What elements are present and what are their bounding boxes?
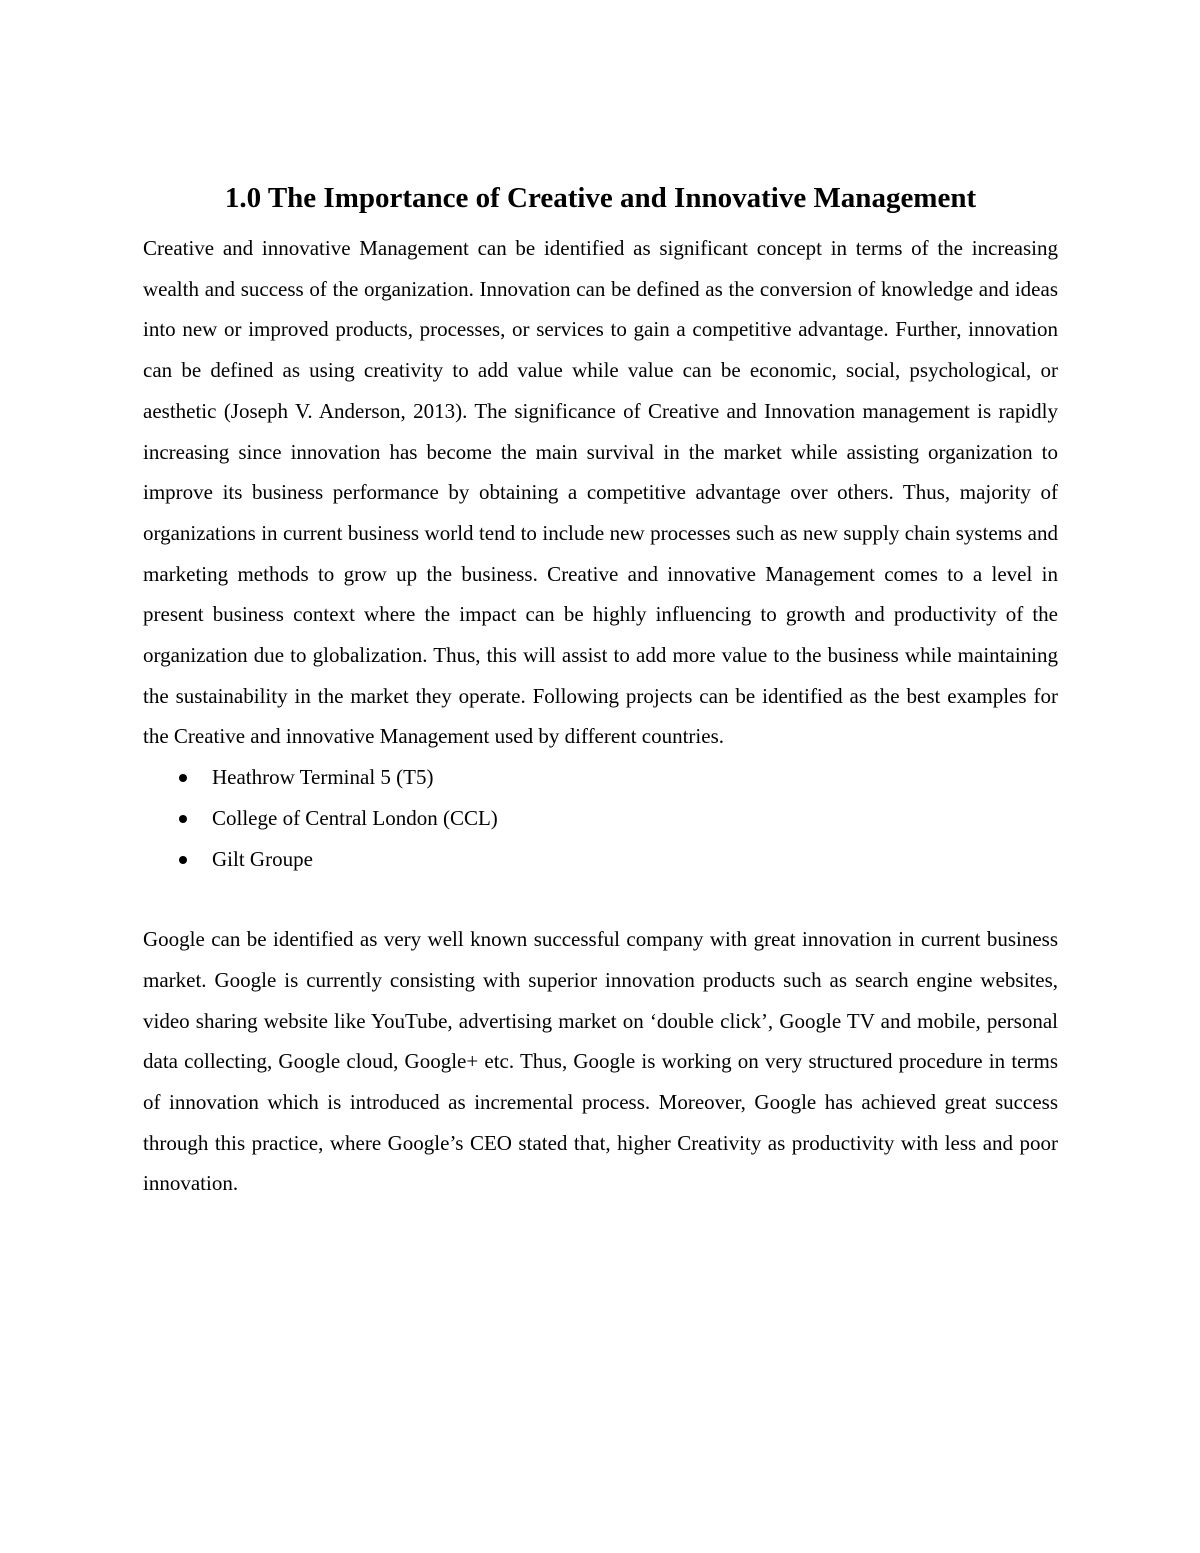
- list-item-text: College of Central London (CCL): [212, 805, 498, 830]
- list-item: [143, 839, 1058, 880]
- bullet-icon: [179, 774, 187, 782]
- list-item: [143, 798, 1058, 839]
- project-list: [143, 757, 1058, 879]
- paragraph-spacer: [143, 879, 1058, 919]
- intro-paragraph: Creative and innovative Management can be identified as significant concept in terms of the increasing wealth and success of the organization. Innovation can be defined as the conversion of knowledge and ideas into new or improved products, processes, or services to gain a competitive advantage. Further, innovation can be defined as using creativity to add value while value can be economic, social, psychological, or aesthetic (Joseph V. Anderson, 2013). The significance of Creative and Innovation management is rapidly increasing since innovation has become the main survival in the market while assisting organization to improve its business performance by obtaining a competitive advantage over others. Thus, majority of organizations in current business world tend to include new processes such as new supply chain systems and marketing methods to grow up the business. Creative and innovative Management comes to a level in present business context where the impact can be highly influencing to growth and productivity of the organization due to globalization. Thus, this will assist to add more value to the business while maintaining the sustainability in the market they operate. Following projects can be identified as the best examples for the Creative and innovative Management used by different countries.: [143, 236, 1058, 749]
- list-item-text: Heathrow Terminal 5 (T5): [212, 765, 434, 790]
- document-page: [143, 178, 1058, 1204]
- list-item-text: Gilt Groupe: [212, 846, 313, 871]
- bullet-icon: [179, 815, 187, 823]
- list-item: [143, 757, 1058, 798]
- bullet-icon: [179, 856, 187, 864]
- google-paragraph: Google can be identified as very well known successful company with great innovation in current business market. Google is currently consisting with superior innovation products such as search engine websites, video sharing website like YouTube, advertising market on ‘double click’, Google TV and mobile, personal data collecting, Google cloud, Google+ etc. Thus, Google is working on very structured procedure in terms of innovation which is introduced as incremental process. Moreover, Google has achieved great success through this practice, where Google’s CEO stated that, higher Creativity as productivity with less and poor innovation.: [143, 927, 1058, 1196]
- section-heading: 1.0 The Importance of Creative and Innovative Management: [224, 182, 977, 214]
